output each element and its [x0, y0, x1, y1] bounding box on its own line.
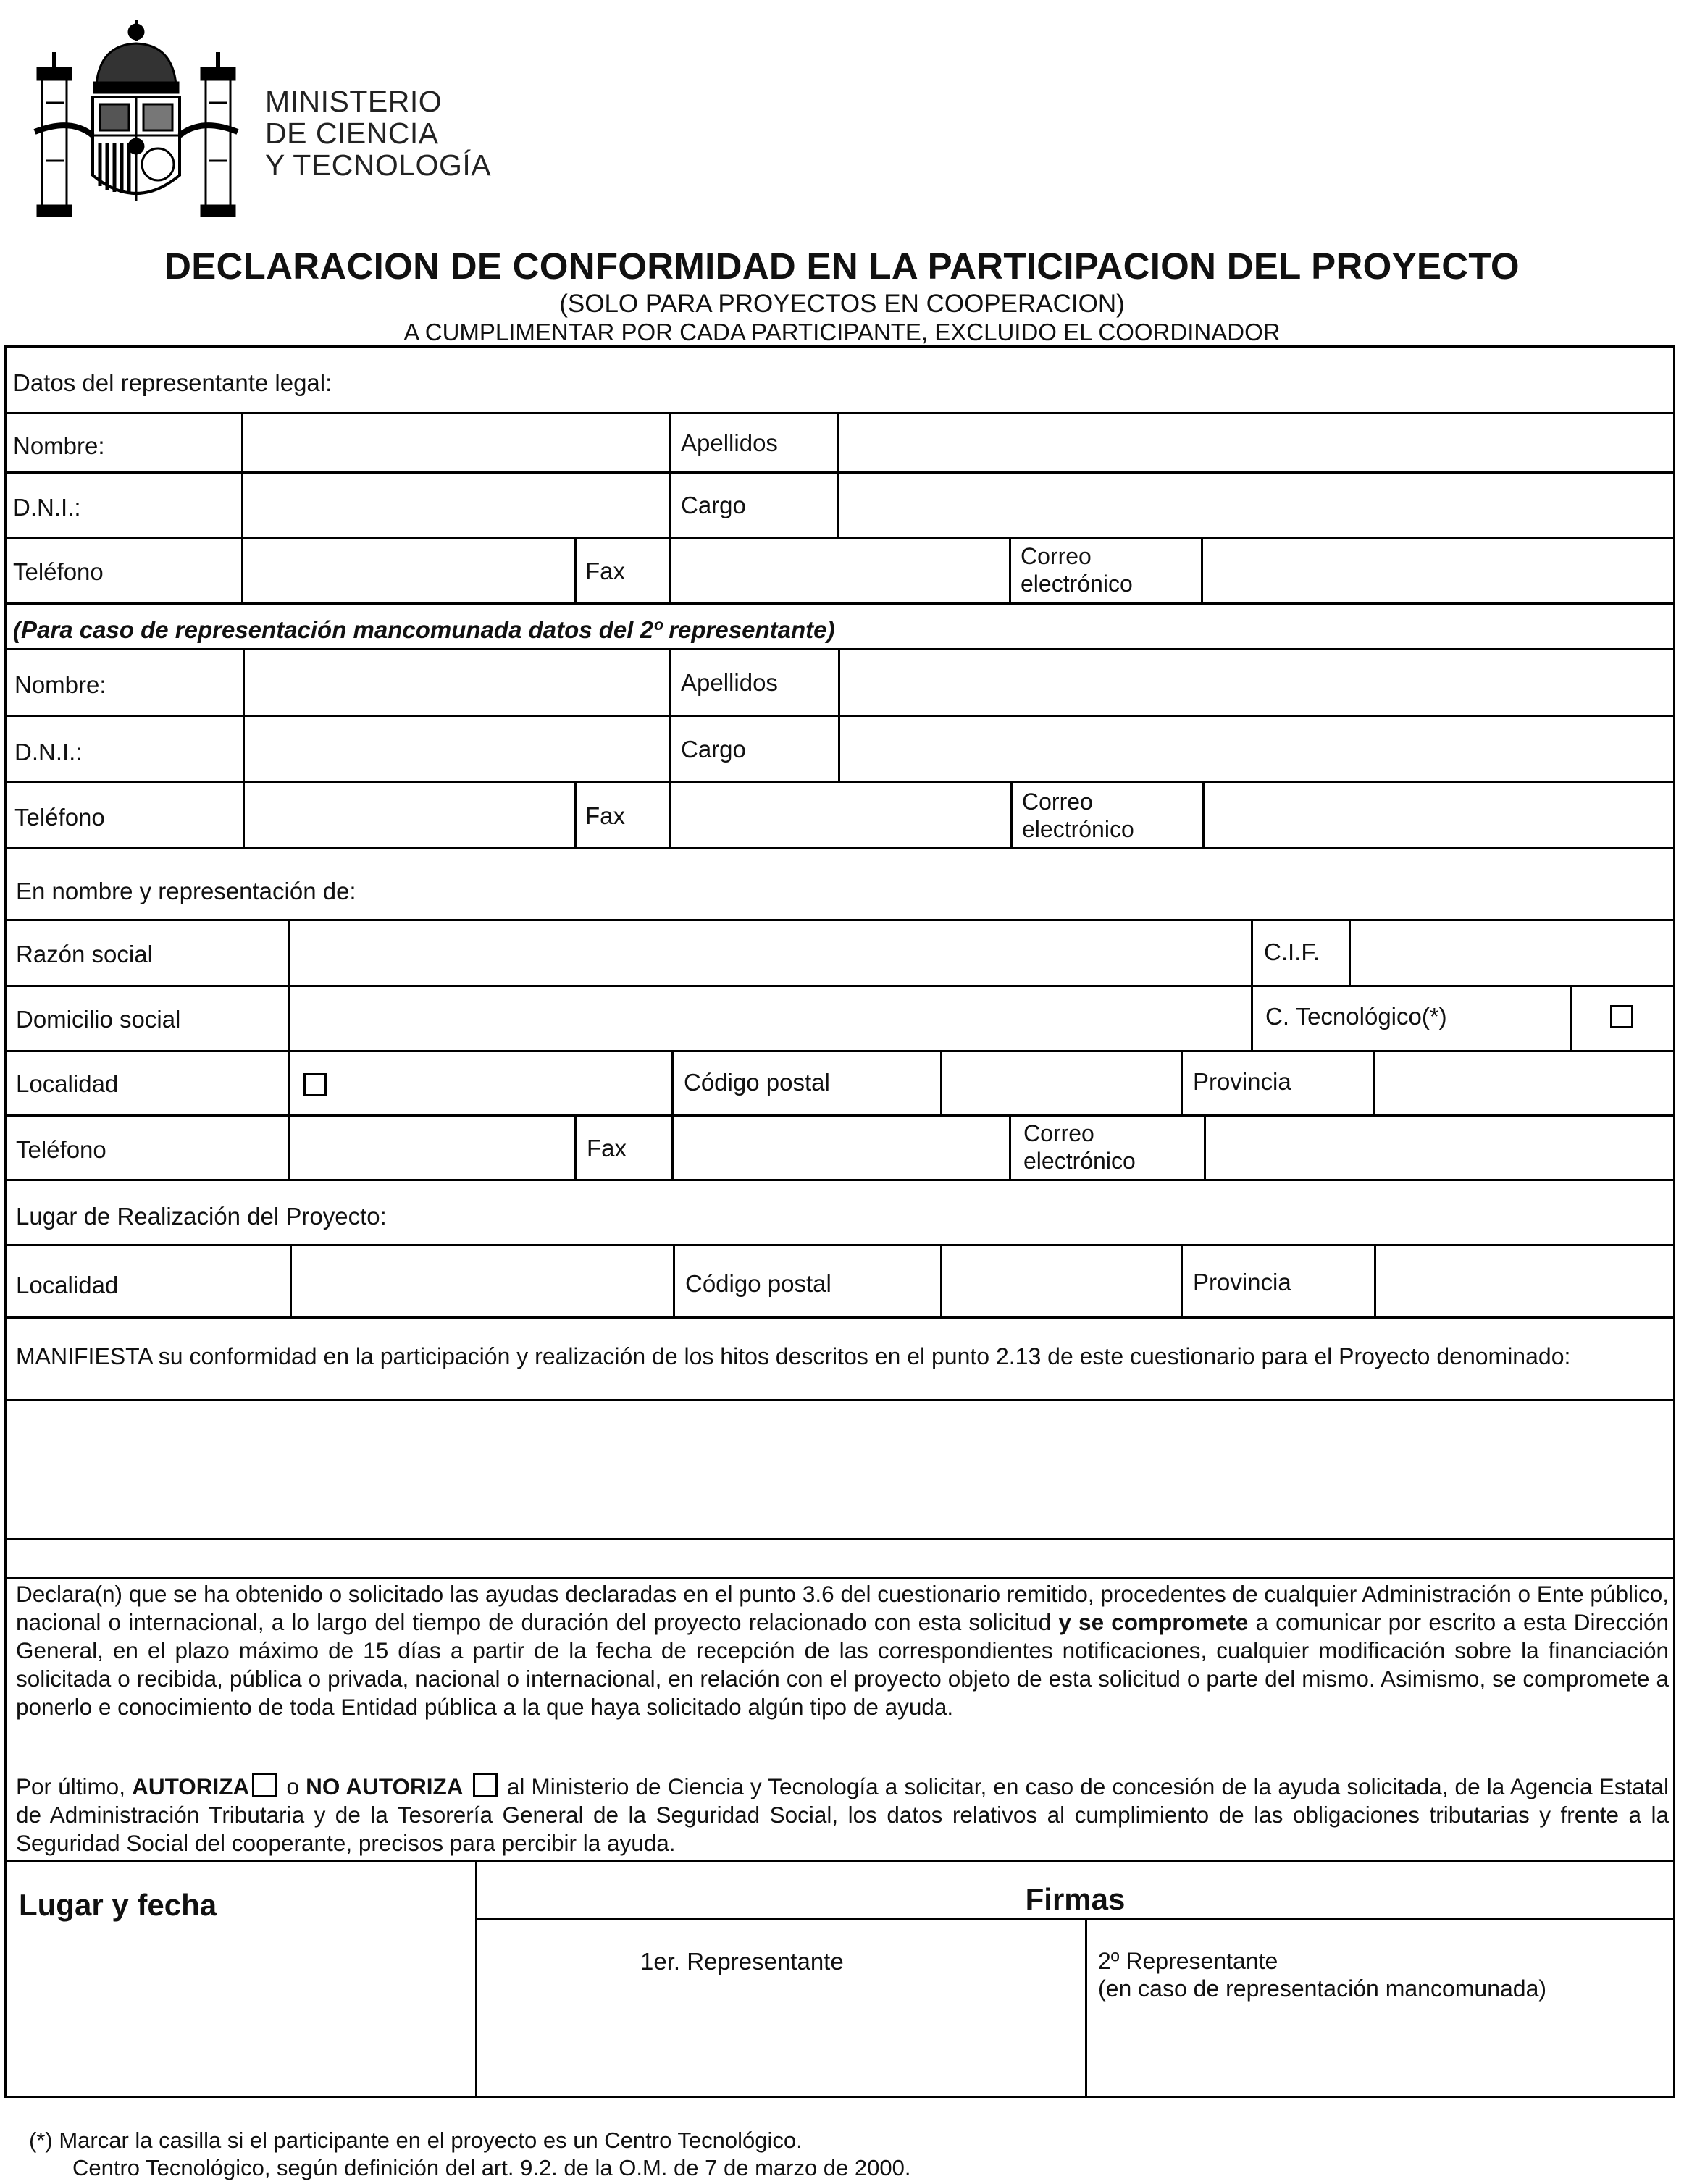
rule: [1202, 781, 1205, 847]
second-representative-label-line2: (en caso de representación mancomunada): [1098, 1975, 1547, 2002]
entity-email-label-line1: Correo: [1023, 1120, 1094, 1146]
rep2-position-label: Cargo: [681, 736, 746, 763]
rep1-phone-label: Teléfono: [13, 558, 104, 585]
rep2-email-label-line1: Correo: [1022, 789, 1093, 815]
rep1-position-field[interactable]: [839, 474, 1671, 535]
ministry-line-1: MINISTERIO: [265, 85, 443, 118]
company-name-label: Razón social: [16, 941, 153, 967]
rep2-surname-label: Apellidos: [681, 669, 778, 696]
rule: [669, 412, 671, 602]
rule: [4, 1244, 1675, 1246]
rule: [4, 1316, 1675, 1319]
manifiesta-statement: MANIFIESTA su conformidad en la participación y realización de los hitos descritos en el punto 2.13 de este cuestionario para el Proyecto denominado:: [16, 1343, 1571, 1369]
rule: [669, 648, 671, 847]
form-border-top: [4, 345, 1675, 348]
legal-rep-section-label: Datos del representante legal:: [13, 369, 332, 396]
rule: [1373, 1050, 1375, 1114]
rule: [4, 602, 1675, 605]
authorize-checkbox[interactable]: [252, 1773, 277, 1797]
rule: [290, 1244, 292, 1316]
rule: [4, 1577, 1675, 1579]
authorization-text-a: Por último,: [16, 1773, 133, 1799]
registered-address-label: Domicilio social: [16, 1006, 181, 1033]
entity-postal-code-label: Código postal: [684, 1069, 830, 1096]
place-date-field[interactable]: [7, 1926, 474, 2094]
authorize-label: AUTORIZA: [132, 1773, 250, 1799]
company-name-field[interactable]: [291, 922, 1249, 983]
entity-phone-label: Teléfono: [16, 1136, 106, 1163]
rep1-email-field[interactable]: [1204, 539, 1671, 601]
rule: [4, 985, 1675, 987]
rule: [288, 919, 290, 1180]
rep2-email-field[interactable]: [1205, 784, 1671, 845]
rep1-email-label-line2: electrónico: [1021, 571, 1133, 597]
rule: [1201, 537, 1203, 602]
second-representative-signature-field[interactable]: [1088, 2009, 1672, 2094]
aid-declaration-commitment: y se compromete: [1058, 1609, 1249, 1635]
rule: [4, 1050, 1675, 1052]
rule: [1009, 537, 1011, 602]
ministry-line-3: Y TECNOLOGÍA: [265, 148, 492, 182]
rule: [1349, 919, 1351, 985]
signatures-heading: Firmas: [1025, 1882, 1126, 1916]
not-authorize-checkbox[interactable]: [473, 1773, 498, 1797]
rep1-email-label: [1021, 542, 1133, 597]
rule: [4, 537, 1675, 539]
rule: [475, 1918, 1675, 1920]
entity-fax-field[interactable]: [674, 1117, 1008, 1177]
project-province-label: Provincia: [1193, 1269, 1291, 1295]
page-subtitle: (SOLO PARA PROYECTOS EN COOPERACION): [559, 290, 1125, 318]
rep2-name-field[interactable]: [246, 651, 667, 713]
authorization-text-b: al Ministerio de Ciencia y Tecnología a solicitar, en caso de concesión de la ayuda solicitada, de la Agencia Estatal de Administración Tributaria y de la Tesorería General de la Seguridad Social, los datos relativos al cumplimiento de las obligaciones tributarias y frente a la Seguridad Social del cooperante, precisos para percibir la ayuda.: [16, 1773, 1669, 1856]
coat-of-arms-seal: [28, 16, 245, 219]
second-representative-label-line1: 2º Representante: [1098, 1948, 1278, 1974]
registered-address-field[interactable]: [291, 988, 1249, 1049]
rule: [838, 648, 840, 781]
rep2-name-label: Nombre:: [14, 671, 106, 698]
rule: [671, 1114, 674, 1179]
rule: [243, 648, 245, 847]
entity-locality-label: Localidad: [16, 1070, 119, 1097]
footnote-line-1: (*) Marcar la casilla si el participante en el proyecto es un Centro Tecnológico.: [29, 2128, 803, 2153]
rule: [1181, 1050, 1183, 1114]
rep2-dni-field[interactable]: [246, 718, 667, 779]
rep2-surname-field[interactable]: [841, 651, 1671, 713]
rule: [574, 1114, 577, 1179]
entity-fax-label: Fax: [587, 1135, 627, 1162]
aid-declaration-text-a: Declara(n) que se ha obtenido o solicitado las ayudas declaradas en el punto 3.6 del cuestionario remitido, procedentes de cualquier Administración o Ente público, nacional o internacional, a lo largo del tiempo de duración del proyecto relacionado con esta solicitud: [16, 1581, 1669, 1635]
rep2-phone-field[interactable]: [246, 784, 573, 845]
rule: [1204, 1114, 1206, 1179]
rep1-name-field[interactable]: [244, 415, 667, 470]
rep1-dni-label: D.N.I.:: [13, 494, 81, 521]
entity-locality-checkbox[interactable]: [303, 1073, 327, 1096]
rule: [940, 1050, 942, 1114]
ministry-line-2: DE CIENCIA: [265, 117, 439, 150]
entity-email-label-line2: electrónico: [1023, 1148, 1136, 1174]
aid-declaration-text-b: a comunicar por escrito a esta Dirección General, en el plazo máximo de 15 días a partir de la fecha de recepción de las correspondientes notificaciones, cualquier modificación sobre la financiación solicitada o recibida, pública o privada, nacional o internacional, en relación con el proyecto objeto de esta solicitud o parte del mismo. Asimismo, se compromete a ponerlo e conocimiento de toda Entidad pública a la que haya solicitado algún tipo de ayuda.: [16, 1609, 1669, 1720]
rule: [4, 412, 1675, 414]
entity-section-label: En nombre y representación de:: [16, 878, 356, 904]
rule: [1010, 781, 1013, 847]
entity-province-field[interactable]: [1375, 1053, 1671, 1113]
rule: [940, 1244, 942, 1316]
rep1-dni-field[interactable]: [244, 474, 667, 535]
first-representative-signature-field[interactable]: [478, 1984, 1084, 2094]
rep2-dni-label: D.N.I.:: [14, 739, 83, 765]
aid-declaration-paragraph: [16, 1580, 1669, 1721]
rule: [4, 781, 1675, 783]
rule: [1374, 1244, 1376, 1316]
page-title: DECLARACION DE CONFORMIDAD EN LA PARTICIPACION DEL PROYECTO: [164, 245, 1520, 287]
form-border-right: [1673, 345, 1675, 2098]
entity-province-label: Provincia: [1193, 1068, 1291, 1095]
rep2-fax-field[interactable]: [671, 784, 1009, 845]
first-representative-label: 1er. Representante: [640, 1948, 844, 1975]
entity-email-label: [1023, 1120, 1136, 1175]
rep2-position-field[interactable]: [841, 718, 1671, 779]
authorization-paragraph: [16, 1773, 1669, 1857]
rule: [4, 1114, 1675, 1117]
rule: [1251, 919, 1253, 1050]
rule: [4, 847, 1675, 849]
rep1-position-label: Cargo: [681, 492, 746, 518]
rule: [1181, 1244, 1183, 1316]
rule: [837, 412, 839, 537]
rule: [671, 1050, 674, 1114]
authorization-or: o: [280, 1773, 306, 1799]
project-locality-label: Localidad: [16, 1272, 119, 1298]
rep1-fax-label: Fax: [585, 558, 626, 584]
rep2-email-label: [1022, 788, 1134, 843]
rep2-phone-label: Teléfono: [14, 804, 105, 831]
rep1-fax-field[interactable]: [671, 539, 1008, 601]
project-postal-code-field[interactable]: [943, 1247, 1179, 1315]
footnote-line-2: Centro Tecnológico, según definición del art. 9.2. de la O.M. de 7 de marzo de 2000.: [72, 2155, 911, 2180]
ministry-name: [265, 85, 491, 181]
rule: [4, 471, 1675, 474]
place-date-label: Lugar y fecha: [19, 1888, 217, 1922]
rep1-email-label-line1: Correo: [1021, 543, 1092, 569]
form-border-left: [4, 345, 7, 2098]
not-authorize-label: NO AUTORIZA: [306, 1773, 464, 1799]
second-representative-label: [1098, 1947, 1546, 2002]
rule: [4, 1860, 1675, 1862]
rep1-surname-field[interactable]: [839, 415, 1671, 470]
tech-center-label: C. Tecnológico(*): [1265, 1003, 1447, 1030]
rep1-phone-field[interactable]: [244, 539, 573, 601]
cif-field[interactable]: [1352, 922, 1671, 983]
rule: [1009, 1114, 1011, 1179]
rule: [4, 919, 1675, 921]
tech-center-checkbox[interactable]: [1610, 1005, 1633, 1028]
cif-label: C.I.F.: [1264, 938, 1320, 965]
rule: [4, 1538, 1675, 1540]
rep2-fax-label: Fax: [585, 802, 626, 829]
page-subtitle-instructions: A CUMPLIMENTAR POR CADA PARTICIPANTE, EXCLUIDO EL COORDINADOR: [403, 319, 1281, 345]
project-name-field[interactable]: [7, 1402, 1672, 1537]
entity-email-field[interactable]: [1207, 1117, 1671, 1177]
rule: [4, 1399, 1675, 1401]
rep2-email-label-line2: electrónico: [1022, 816, 1134, 842]
project-province-field[interactable]: [1377, 1247, 1671, 1315]
entity-phone-field[interactable]: [291, 1117, 573, 1177]
rule: [4, 1179, 1675, 1181]
project-location-section-label: Lugar de Realización del Proyecto:: [16, 1203, 387, 1230]
rep1-surname-label: Apellidos: [681, 429, 778, 456]
project-locality-field[interactable]: [293, 1247, 671, 1315]
rule: [673, 1244, 675, 1316]
project-postal-code-label: Código postal: [685, 1270, 831, 1297]
rep1-name-label: Nombre:: [13, 432, 105, 459]
rule: [1570, 985, 1572, 1050]
rule: [574, 781, 577, 847]
rule: [241, 412, 243, 602]
rule: [1085, 1918, 1087, 2096]
entity-postal-code-field[interactable]: [943, 1053, 1179, 1113]
rule: [574, 537, 577, 602]
second-rep-section-label: (Para caso de representación mancomunada datos del 2º representante): [13, 616, 835, 643]
form-border-bottom: [4, 2096, 1675, 2098]
